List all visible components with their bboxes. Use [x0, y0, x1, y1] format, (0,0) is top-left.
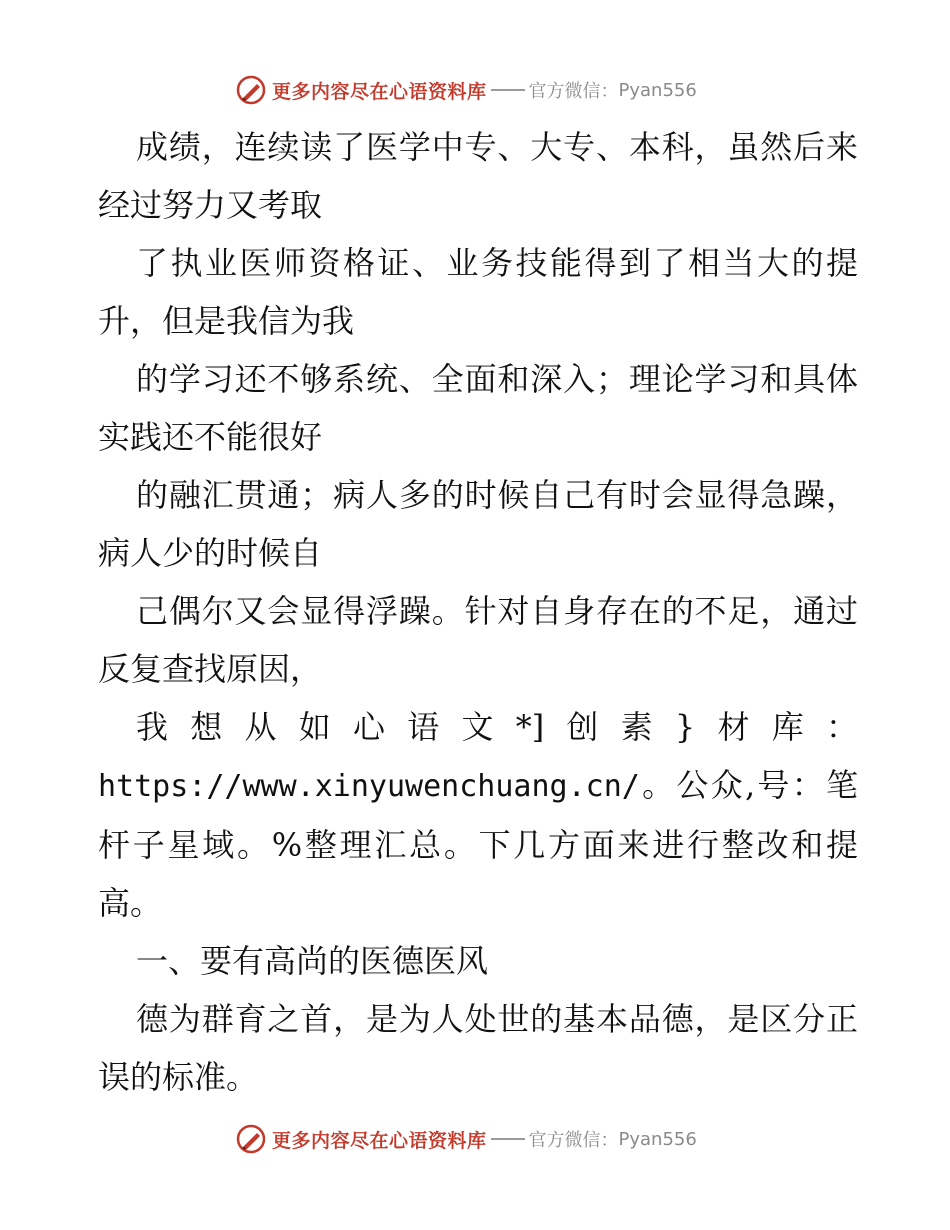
header-wechat-label: 官方微信：	[528, 81, 619, 102]
section-heading: 一、要有高尚的医德医风	[136, 942, 489, 980]
mixed-paragraph-tail: 。公众,号：笔杆子星域。%整理汇总。下几方面来进行整改和提高。	[98, 766, 858, 922]
footer-wechat-id: Pyan556	[618, 1128, 697, 1150]
header-banner	[236, 73, 697, 107]
paragraph: 己偶尔又会显得浮躁。针对自身存在的不足，通过反复查找原因，	[98, 592, 858, 688]
mixed-paragraph	[98, 698, 858, 932]
pen-logo-icon	[236, 1124, 266, 1154]
header-wechat-id: Pyan556	[618, 79, 697, 101]
header-divider	[491, 89, 525, 91]
footer-banner	[236, 1122, 697, 1156]
paragraph: 的融汇贯通；病人多的时候自己有时会显得急躁，病人少的时候自	[98, 476, 858, 572]
paragraph: 的学习还不够系统、全面和深入；理论学习和具体实践还不能很好	[98, 360, 858, 456]
paragraph: 德为群育之首，是为人处世的基本品德，是区分正误的标准。	[98, 1000, 858, 1096]
footer-brand-text: 更多内容尽在心语资料库	[272, 1129, 487, 1152]
pen-logo-icon	[236, 75, 266, 105]
paragraph: 了执业医师资格证、业务技能得到了相当大的提升，但是我信为我	[98, 244, 858, 340]
paragraph: 成绩，连续读了医学中专、大专、本科，虽然后来经过努力又考取	[98, 128, 858, 224]
document-body	[98, 118, 858, 1106]
mixed-paragraph-lead: 我想从如心语文*]创素}材库：	[136, 708, 858, 746]
footer-divider	[491, 1138, 525, 1140]
source-url: https://www.xinyuwenchuang.cn/	[98, 769, 640, 804]
header-brand-text: 更多内容尽在心语资料库	[272, 80, 487, 103]
footer-wechat-label: 官方微信：	[528, 1130, 619, 1151]
